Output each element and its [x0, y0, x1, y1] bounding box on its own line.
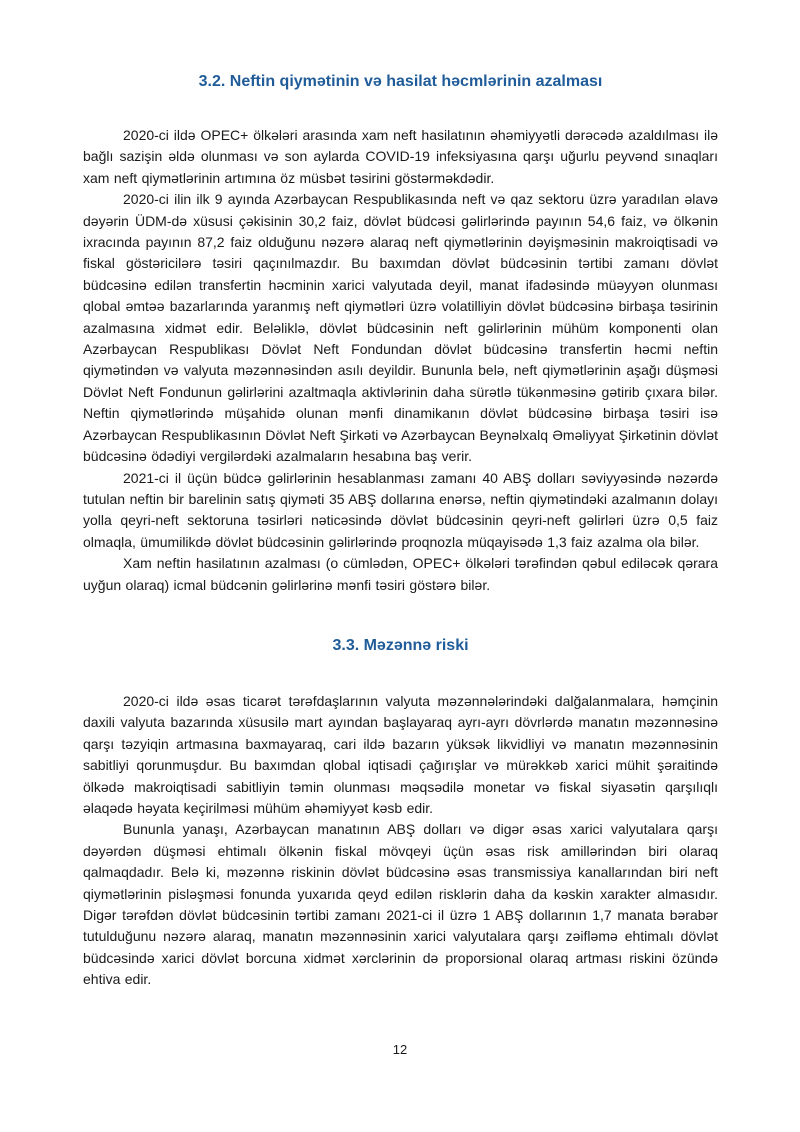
section-heading-3-2: 3.2. Neftin qiymətinin və hasilat həcmlərinin azalması: [198, 73, 603, 90]
paragraph: Xam neftin hasilatının azalması (o cümlədən, OPEC+ ölkələri tərəfindən qəbul ediləcək qərara uyğun olaraq) icmal büdcənin gəlirlərinə mənfi təsiri göstərə bilər.: [83, 555, 718, 593]
page-number-footer: 12: [392, 1042, 408, 1057]
section-exchange-rate-risk: [83, 636, 718, 991]
paragraph: Bununla yanaşı, Azərbaycan manatının ABŞ dolları və digər əsas xarici valyutalara qarşı dəyərdən düşməsi ehtimalı ölkənin fiskal mövqeyi üçün əsas risk amillərindən biri olaraq qalmaqdadır. Belə ki, məzənnə riskinin dövlət büdcəsinə əsas transmissiya kanallarından biri neft qiymətlərinin pisləşməsi fonunda yuxarıda qeyd edilən risklərin daha da kəskin xarakter almasıdır. Digər tərəfdən dövlət büdcəsinin tərtibi zamanı 2021-ci il üzrə 1 ABŞ dollarının 1,7 manata bərabər tutulduğunu nəzərə alaraq, manatın məzənnəsinin xarici valyutalara qarşı zəifləmə ehtimalı dövlət büdcəsində xarici dövlət borcuna xidmət xərclərinin də proporsional olaraq artması riskini özündə ehtiva edir.: [83, 821, 718, 988]
section-oil-price-risk: [83, 72, 718, 596]
section-heading-3-3: 3.3. Məzənnə riski: [332, 636, 469, 654]
paragraph: 2020-ci ildə OPEC+ ölkələri arasında xam neft hasilatının əhəmiyyətli dərəcədə azaldılması ilə bağlı sazişin əldə olunması və son aylarda COVID-19 infeksiyasına qarşı uğurlu peyvənd sınaqları xam neft qiymətlərinin artımına öz müsbət təsirini göstərməkdədir.: [83, 127, 718, 186]
paragraph: 2021-ci il üçün büdcə gəlirlərinin hesablanması zamanı 40 ABŞ dolları səviyyəsində nəzərdə tutulan neftin bir barelinin satış qiyməti 35 ABŞ dollarına enərsə, neftin qiymətindəki azalmanın dolayı yolla qeyri-neft sektoruna təsirləri nəticəsində dövlət büdcəsinin qeyri-neft gəlirləri üzrə 0,5 faiz olmaqla, ümumilikdə dövlət büdcəsinin gəlirlərində proqnozla müqayisədə 1,3 faiz azalma ola bilər.: [83, 469, 718, 550]
paragraph: 2020-ci ilin ilk 9 ayında Azərbaycan Respublikasında neft və qaz sektoru üzrə yaradılan əlavə dəyərin ÜDM-də xüsusi çəkisinin 30,2 faiz, dövlət büdcəsi gəlirlərində payının 54,6 faiz, və ölkənin ixracında payının 87,2 faiz olduğunu nəzərə alaraq neft qiymətlərinin dəyişməsinin makroiqtisadi və fiskal göstəricilərə təsiri qaçınılmazdır. Bu baxımdan dövlət büdcəsinin tərtibi zamanı dövlət büdcəsinə edilən transfertin həcminin xarici valyutada deyil, manat ifadəsində müəyyən olunması qlobal əmtəə bazarlarında yaranmış neft qiymətləri üzrə volatilliyin dövlət büdcəsinə birbaşa təsirinin azalmasına xidmət edir. Beləliklə, dövlət büdcəsinin neft gəlirlərinin mühüm komponenti olan Azərbaycan Respublikası Dövlət Neft Fondundan dövlət büdcəsinə transfertin həcmi neftin qiymətindən və valyuta məzənnəsindən asılı deyildir. Bununla belə, neft qiymətlərinin aşağı düşməsi Dövlət Neft Fondunun gəlirlərini azaltmaqla aktivlərinin daha sürətlə tükənməsinə gətirib çıxara bilər. Neftin qiymətlərində müşahidə olunan mənfi dinamikanın dövlət büdcəsinə birbaşa təsiri isə Azərbaycan Respublikasının Dövlət Neft Şirkəti və Azərbaycan Beynəlxalq Əməliyyat Şirkətinin dövlət büdcəsinə ödədiyi vergilərdəki azalmaların hesabına baş verir.: [83, 191, 718, 465]
paragraph: 2020-ci ildə əsas ticarət tərəfdaşlarının valyuta məzənnələrindəki dalğalanmalara, həmçinin daxili valyuta bazarında xüsusilə mart ayından başlayaraq ayrı-ayrı dövrlərdə manatın məzənnəsinə qarşı təzyiqin artmasına baxmayaraq, cari ildə bazarın yüksək likvidliyi və manatın məzənnəsinin sabitliyi qorunmuşdur. Bu baxımdan qlobal iqtisadi çağırışlar və mürəkkəb xarici mühit şəraitində ölkədə makroiqtisadi sabitliyin təmin olunması məqsədilə monetar və fiskal siyasətin qarşılıqlı əlaqədə həyata keçirilməsi mühüm əhəmiyyət kəsb edir.: [83, 692, 718, 816]
